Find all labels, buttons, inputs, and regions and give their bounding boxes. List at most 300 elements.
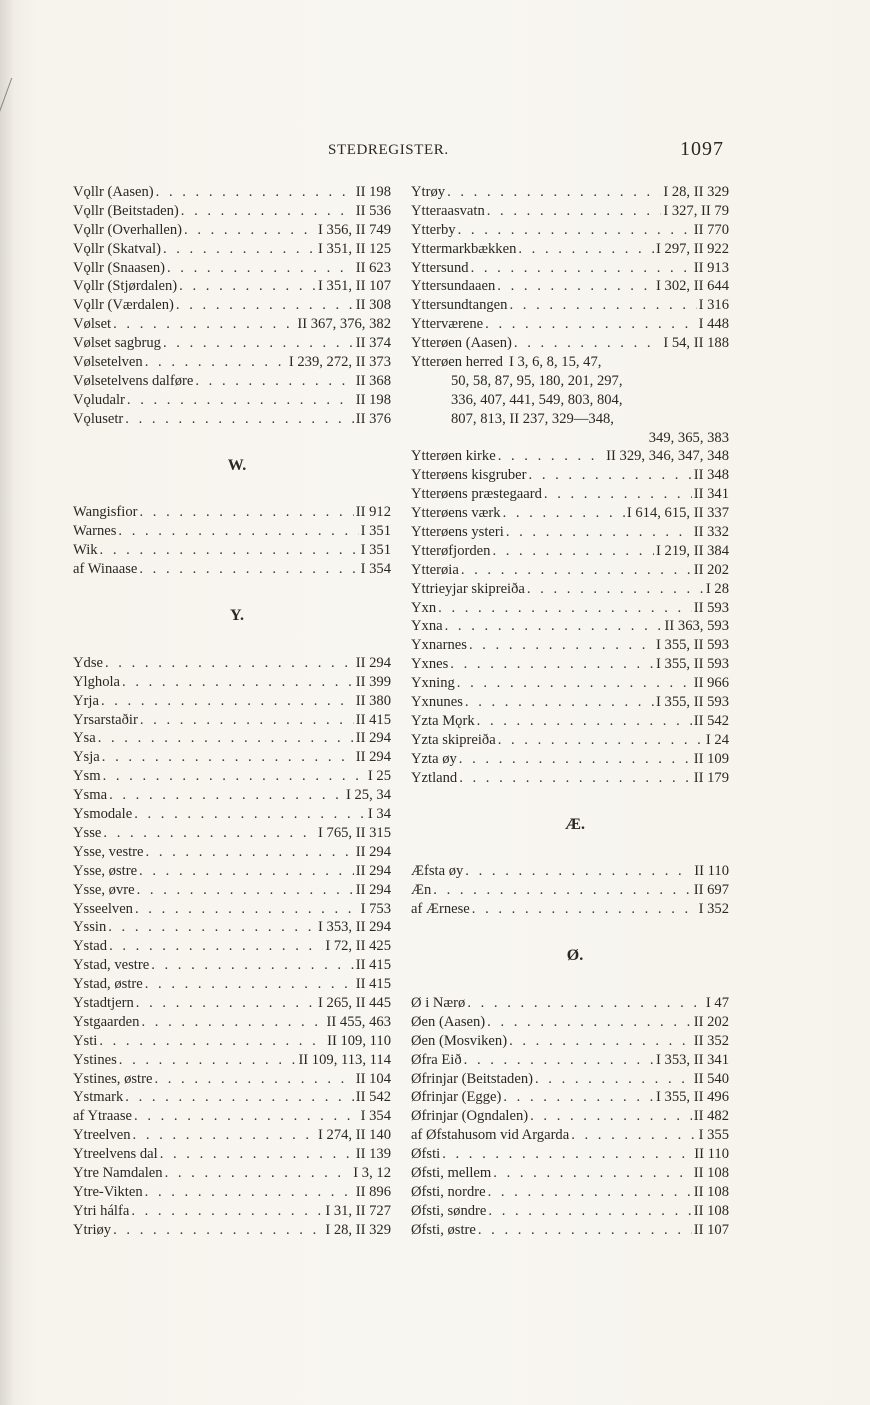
entry-reference: I 351: [360, 542, 391, 559]
dot-leader: [478, 1221, 692, 1240]
entry-term: Ysse, østre: [73, 862, 138, 879]
index-entry: [411, 862, 729, 881]
dot-leader: [509, 1032, 692, 1051]
entry-reference: I 28: [705, 580, 729, 597]
index-entry: [73, 202, 391, 221]
entry-term: Ytreelvens dal: [73, 1146, 158, 1163]
entry-reference: I 352: [698, 901, 729, 918]
index-entry: [73, 391, 391, 410]
index-entry: [411, 1145, 729, 1164]
index-entry: [411, 1070, 729, 1089]
entry-reference: II 697: [693, 882, 729, 899]
index-entry: [411, 542, 729, 561]
dot-leader: [125, 410, 353, 429]
index-entry: [73, 541, 391, 560]
entry-reference: II 363, 593: [664, 618, 729, 635]
entry-reference: II 348: [693, 467, 729, 484]
dot-leader: [160, 1145, 354, 1164]
y-entries-more: [411, 447, 729, 787]
entry-reference: I 28, II 329: [325, 1221, 391, 1238]
entry-term: Ystad, vestre: [73, 957, 150, 974]
entry-reference: II 367, 376, 382: [297, 316, 391, 333]
dot-leader: [122, 673, 354, 692]
entry-term: Ystad: [73, 938, 108, 955]
entry-term: Yttersundtangen: [411, 297, 508, 314]
dot-leader: [125, 1088, 353, 1107]
entry-reference: II 623: [355, 259, 391, 276]
dot-leader: [518, 240, 654, 259]
entry-term: Ytterøia: [411, 561, 459, 578]
index-entry: [411, 259, 729, 278]
index-entry: [73, 259, 391, 278]
entry-term: Yzta skipreiða: [411, 731, 496, 748]
entry-term: Yxnunes: [411, 694, 463, 711]
entry-term: Vǫllr (Skatval): [73, 240, 161, 257]
section-heading-w: W.: [227, 456, 247, 474]
entry-term: Yttersund: [411, 259, 469, 276]
dot-leader: [163, 240, 316, 259]
index-entry: [73, 975, 391, 994]
dot-leader: [464, 1051, 654, 1070]
entry-reference: II 294: [355, 730, 391, 747]
entry-term: Ystines, østre: [73, 1070, 153, 1087]
dot-leader: [103, 767, 366, 786]
entry-reference: I 47: [705, 994, 729, 1011]
entry-term: Ysse, øvre: [73, 881, 135, 898]
index-entry: [73, 372, 391, 391]
index-entry: [411, 1107, 729, 1126]
entry-term: Ytterøen kirke: [411, 448, 496, 465]
entry-reference: II 542: [355, 1089, 391, 1106]
index-entry: [411, 183, 729, 202]
entry-reference: II 542: [693, 712, 729, 729]
entry-reference: II 399: [355, 673, 391, 690]
entry-term: Ysa: [73, 730, 96, 747]
entry-reference: II 352: [693, 1032, 729, 1049]
entry-reference: I 351: [360, 523, 391, 540]
entry-term: Ytreelven: [73, 1127, 131, 1144]
entry-term: Øfrinjar (Ogndalen): [411, 1108, 529, 1125]
dot-leader: [458, 221, 692, 240]
entry-reference: II 308: [355, 297, 391, 314]
index-entry: [73, 711, 391, 730]
entry-term: Øfsti, mellem: [411, 1164, 492, 1181]
index-entry: [411, 240, 729, 259]
entry-reference: II 108: [693, 1164, 729, 1181]
entry-term: Øfsti, østre: [411, 1221, 476, 1238]
index-entry: [411, 466, 729, 485]
entry-term: Yrsarstaðir: [73, 711, 138, 728]
entry-reference: II 455, 463: [326, 1013, 391, 1030]
index-entry: [411, 580, 729, 599]
index-entry: [411, 1164, 729, 1183]
dot-leader: [98, 729, 354, 748]
index-entry: [411, 523, 729, 542]
entry-reference: I 353, II 294: [318, 919, 391, 936]
dot-leader: [450, 655, 654, 674]
entry-reference: II 294: [355, 862, 391, 879]
index-entry: [73, 805, 391, 824]
index-entry: [73, 748, 391, 767]
entry-term: af Winaase: [73, 561, 138, 578]
o-entries: [411, 994, 729, 1240]
entry-term: Vølsetelven: [73, 354, 143, 371]
index-entry: [73, 315, 391, 334]
dot-leader: [492, 542, 654, 561]
entry-term: Ysseelven: [73, 900, 133, 917]
dot-leader: [119, 1051, 297, 1070]
entry-term: Ysse, vestre: [73, 843, 144, 860]
dot-leader: [493, 1164, 691, 1183]
entry-term: Ysma: [73, 787, 108, 804]
entry-term: Ø i Nærø: [411, 994, 466, 1011]
page-header: [0, 138, 870, 166]
entry-term: Vǫllr (Snaasen): [73, 259, 165, 276]
index-entry: [73, 843, 391, 862]
entry-reference: I 355, II 496: [656, 1089, 729, 1106]
entry-term: Ysti: [73, 1032, 98, 1049]
index-entry: [411, 636, 729, 655]
index-entry: [411, 277, 729, 296]
dot-leader: [108, 918, 316, 937]
entry-reference: II 912: [355, 504, 391, 521]
entry-term: Æn: [411, 882, 432, 899]
entry-reference: II 368: [355, 372, 391, 389]
entry-term: Ytterværene: [411, 316, 484, 333]
entry-term: Wik: [73, 542, 98, 559]
entry-term: Yzta Mǫrk: [411, 712, 475, 729]
entry-reference: I 354: [360, 1108, 391, 1125]
dot-leader: [99, 1032, 325, 1051]
index-entry: [411, 221, 729, 240]
w-entries: [73, 503, 391, 579]
dot-leader: [472, 900, 697, 919]
dot-leader: [487, 1013, 692, 1032]
entry-reference: II 109: [693, 750, 729, 767]
entry-term: Ytterøens ysteri: [411, 524, 504, 541]
index-entry: [73, 1183, 391, 1202]
dot-leader: [154, 1070, 353, 1089]
entry-term: Vølsetelvens dalføre: [73, 372, 194, 389]
dot-leader: [514, 334, 661, 353]
entry-reference: I 24: [705, 731, 729, 748]
index-entry: [73, 1221, 391, 1240]
entry-reference: II 770: [693, 221, 729, 238]
index-entry: [73, 673, 391, 692]
entry-reference: II 104: [355, 1070, 391, 1087]
entry-term: Yxna: [411, 618, 443, 635]
dot-leader: [105, 654, 354, 673]
index-entry: [73, 296, 391, 315]
entry-term: Yrja: [73, 692, 99, 709]
dot-leader: [156, 183, 354, 202]
dot-leader: [103, 824, 316, 843]
entry-term: Ytterøens kisgruber: [411, 467, 527, 484]
dot-leader: [529, 466, 692, 485]
index-entry: [411, 334, 729, 353]
entry-reference: I 239, 272, II 373: [288, 354, 391, 371]
index-entry: [73, 824, 391, 843]
entry-term: Ysse: [73, 824, 102, 841]
index-entry: [73, 560, 391, 579]
entry-term: Yxning: [411, 675, 455, 692]
index-entry: [73, 1126, 391, 1145]
dot-leader: [457, 674, 692, 693]
index-entry: [73, 692, 391, 711]
entry-reference: I 327, II 79: [663, 202, 729, 219]
index-entry: [73, 221, 391, 240]
ae-entries: [411, 862, 729, 919]
entry-reference: I 274, II 140: [318, 1127, 391, 1144]
entry-reference: I 265, II 445: [318, 994, 391, 1011]
index-entry: [73, 786, 391, 805]
dot-leader: [465, 693, 654, 712]
entry-term: Yztland: [411, 769, 458, 786]
dot-leader: [101, 692, 354, 711]
right-column: [411, 183, 729, 1240]
index-entry: [73, 1051, 391, 1070]
index-entry: [73, 410, 391, 429]
entry-reference: II 108: [693, 1202, 729, 1219]
dot-leader: [459, 750, 692, 769]
entry-reference: II 913: [693, 259, 729, 276]
dot-leader: [133, 1126, 316, 1145]
entry-term: Ystadtjern: [73, 994, 134, 1011]
dot-leader: [571, 1126, 696, 1145]
dot-leader: [140, 711, 354, 730]
dot-leader: [445, 617, 663, 636]
dot-leader: [167, 259, 354, 278]
index-entry: [73, 1032, 391, 1051]
entry-term: Wangisfior: [73, 504, 138, 521]
index-entry: [411, 296, 729, 315]
dot-leader: [134, 1107, 359, 1126]
index-entry: [411, 693, 729, 712]
entry-term: Ytterby: [411, 221, 456, 238]
index-entry: [411, 599, 729, 618]
entry-reference: II 536: [355, 202, 391, 219]
entry-reference: II 593: [693, 599, 729, 616]
entry-continuation-end: 349, 365, 383: [648, 429, 729, 446]
entry-reference: I 354: [360, 561, 391, 578]
entry-term: Øfsti: [411, 1146, 441, 1163]
entry-reference: II 294: [355, 843, 391, 860]
dot-leader: [498, 447, 604, 466]
dot-leader: [134, 805, 366, 824]
index-entry: [411, 674, 729, 693]
entry-term: Æfsta øy: [411, 863, 464, 880]
entry-term: Yttermarkbækken: [411, 240, 517, 257]
entry-term: af Øfstahusom vid Argarda: [411, 1127, 570, 1144]
entry-term: Vǫlusetr: [73, 410, 124, 427]
entry-reference: I 219, II 384: [656, 542, 729, 559]
index-entry: [411, 1032, 729, 1051]
dot-leader: [113, 1221, 323, 1240]
entry-reference: II 109, 110: [327, 1032, 391, 1049]
dot-leader: [179, 277, 316, 296]
entry-reference: I 356, II 749: [318, 221, 391, 238]
entry-reference: II 202: [693, 1013, 729, 1030]
index-entry: [411, 994, 729, 1013]
entry-term: Vǫllr (Overhallen): [73, 221, 183, 238]
entry-reference: II 966: [693, 675, 729, 692]
index-entry: [411, 447, 729, 466]
index-entry: [411, 1202, 729, 1221]
index-entry: [73, 881, 391, 900]
entry-reference: I 54, II 188: [663, 335, 729, 352]
entry-term: Ystad, østre: [73, 976, 143, 993]
entry-reference: I 351, II 107: [318, 278, 391, 295]
entry-reference: I 614, 615, II 337: [626, 505, 729, 522]
entry-term: Vǫllr (Beitstaden): [73, 202, 179, 219]
dot-leader: [485, 315, 696, 334]
entry-reference: II 109, 113, 114: [298, 1051, 391, 1068]
entry-reference: I 355: [698, 1127, 729, 1144]
dot-leader: [471, 259, 692, 278]
entry-reference: II 341: [693, 486, 729, 503]
dot-leader: [503, 504, 625, 523]
dot-leader: [459, 769, 692, 788]
entry-continuation: 336, 407, 441, 549, 803, 804,: [451, 391, 623, 408]
dot-leader: [136, 994, 316, 1013]
entry-term: Ystines: [73, 1051, 117, 1068]
index-entry: [411, 561, 729, 580]
entry-term: Vǫllr (Stjørdalen): [73, 278, 178, 295]
dot-leader: [498, 731, 704, 750]
entry-reference: II 540: [693, 1070, 729, 1087]
dot-leader: [137, 881, 354, 900]
entry-term: Ydse: [73, 654, 103, 671]
index-entry: [411, 1051, 729, 1070]
entry-continuation: 50, 58, 87, 95, 180, 201, 297,: [451, 372, 623, 389]
entry-term: Ytterøens præstegaard: [411, 486, 542, 503]
entry-reference: II 139: [355, 1146, 391, 1163]
index-entry: [411, 769, 729, 788]
dot-leader: [141, 1013, 324, 1032]
entry-reference: II 329, 346, 347, 348: [606, 448, 729, 465]
entry-term: Ytterøen (Aasen): [411, 335, 512, 352]
index-entry: [73, 183, 391, 202]
entry-term: Yzta øy: [411, 750, 457, 767]
dot-leader: [527, 580, 704, 599]
index-entry: [411, 900, 729, 919]
index-entry: [73, 729, 391, 748]
dot-leader: [139, 560, 358, 579]
entry-reference: II 376: [355, 410, 391, 427]
dot-leader: [176, 296, 354, 315]
dot-leader: [461, 561, 692, 580]
entry-term: Ytre-Vikten: [73, 1183, 143, 1200]
entry-reference: I 355, II 593: [656, 694, 729, 711]
entry-term: Øfrinjar (Egge): [411, 1089, 502, 1106]
entry-term: Ysm: [73, 768, 101, 785]
entry-reference: II 374: [355, 335, 391, 352]
dot-leader: [535, 1070, 692, 1089]
dot-leader: [113, 315, 295, 334]
index-entry: [73, 1013, 391, 1032]
index-entry: [411, 655, 729, 674]
entry-term: Ytri hálfa: [73, 1202, 130, 1219]
y-entries: [73, 654, 391, 1240]
index-entry: [73, 1164, 391, 1183]
index-entry: [411, 1126, 729, 1145]
dot-leader: [530, 1107, 692, 1126]
index-entry: [73, 522, 391, 541]
entry-term: Vǫllr (Værdalen): [73, 297, 174, 314]
entry-reference: II 107: [693, 1221, 729, 1238]
entry-reference: II 198: [355, 184, 391, 200]
index-entry: [73, 334, 391, 353]
y-entries-continued: [411, 183, 729, 353]
dot-leader: [127, 391, 354, 410]
index-entry: [73, 956, 391, 975]
index-entry: [411, 881, 729, 900]
dot-leader: [163, 334, 354, 353]
entry-reference: II 415: [355, 976, 391, 993]
index-entry: [73, 1107, 391, 1126]
entry-reference: I 765, II 315: [318, 824, 391, 841]
index-entry: [411, 617, 729, 636]
entry-term: Øfra Eið: [411, 1051, 462, 1068]
dot-leader: [195, 372, 353, 391]
index-entry: [73, 862, 391, 881]
entry-reference: I 316: [698, 297, 729, 314]
entry-reference: I 25: [367, 768, 391, 785]
entry-term: Ystmark: [73, 1089, 124, 1106]
entry-term: Yssin: [73, 919, 107, 936]
dot-leader: [469, 636, 654, 655]
entry-term: Vǫllr (Aasen): [73, 184, 154, 200]
entry-reference: I 72, II 425: [325, 938, 391, 955]
dot-leader: [109, 786, 344, 805]
dot-leader: [135, 900, 359, 919]
entry-reference: II 202: [693, 561, 729, 578]
entry-reference: I 448: [698, 316, 729, 333]
index-entry: [73, 1145, 391, 1164]
entry-reference: II 110: [694, 863, 729, 880]
dot-leader: [139, 862, 354, 881]
index-entry: [73, 1088, 391, 1107]
entry-reference: II 332: [693, 524, 729, 541]
entry-reference: II 108: [693, 1183, 729, 1200]
index-entry: [411, 1183, 729, 1202]
entry-term: Ytrøy: [411, 184, 446, 200]
entry-reference: II 380: [355, 692, 391, 709]
dot-leader: [181, 202, 354, 221]
dot-leader: [131, 1202, 323, 1221]
entry-reference: I 28, II 329: [663, 184, 729, 200]
entry-reference: I 25, 34: [346, 787, 391, 804]
entry-term: af Ytraase: [73, 1108, 133, 1125]
index-entry: [73, 1202, 391, 1221]
entry-term: Ytterøens værk: [411, 505, 501, 522]
dot-leader: [165, 1164, 352, 1183]
dot-leader: [145, 353, 287, 372]
index-entry: [73, 900, 391, 919]
entry-reference: II 294: [355, 749, 391, 766]
entry-term: Yttersundaaen: [411, 278, 496, 295]
index-entry: [73, 767, 391, 786]
entry-term: Warnes: [73, 523, 117, 540]
index-entry: [73, 937, 391, 956]
dot-leader: [465, 862, 692, 881]
dot-leader: [509, 296, 696, 315]
dot-leader: [102, 748, 354, 767]
dot-leader: [503, 1088, 654, 1107]
index-entry: [411, 1088, 729, 1107]
index-entry: [411, 712, 729, 731]
dot-leader: [506, 523, 692, 542]
